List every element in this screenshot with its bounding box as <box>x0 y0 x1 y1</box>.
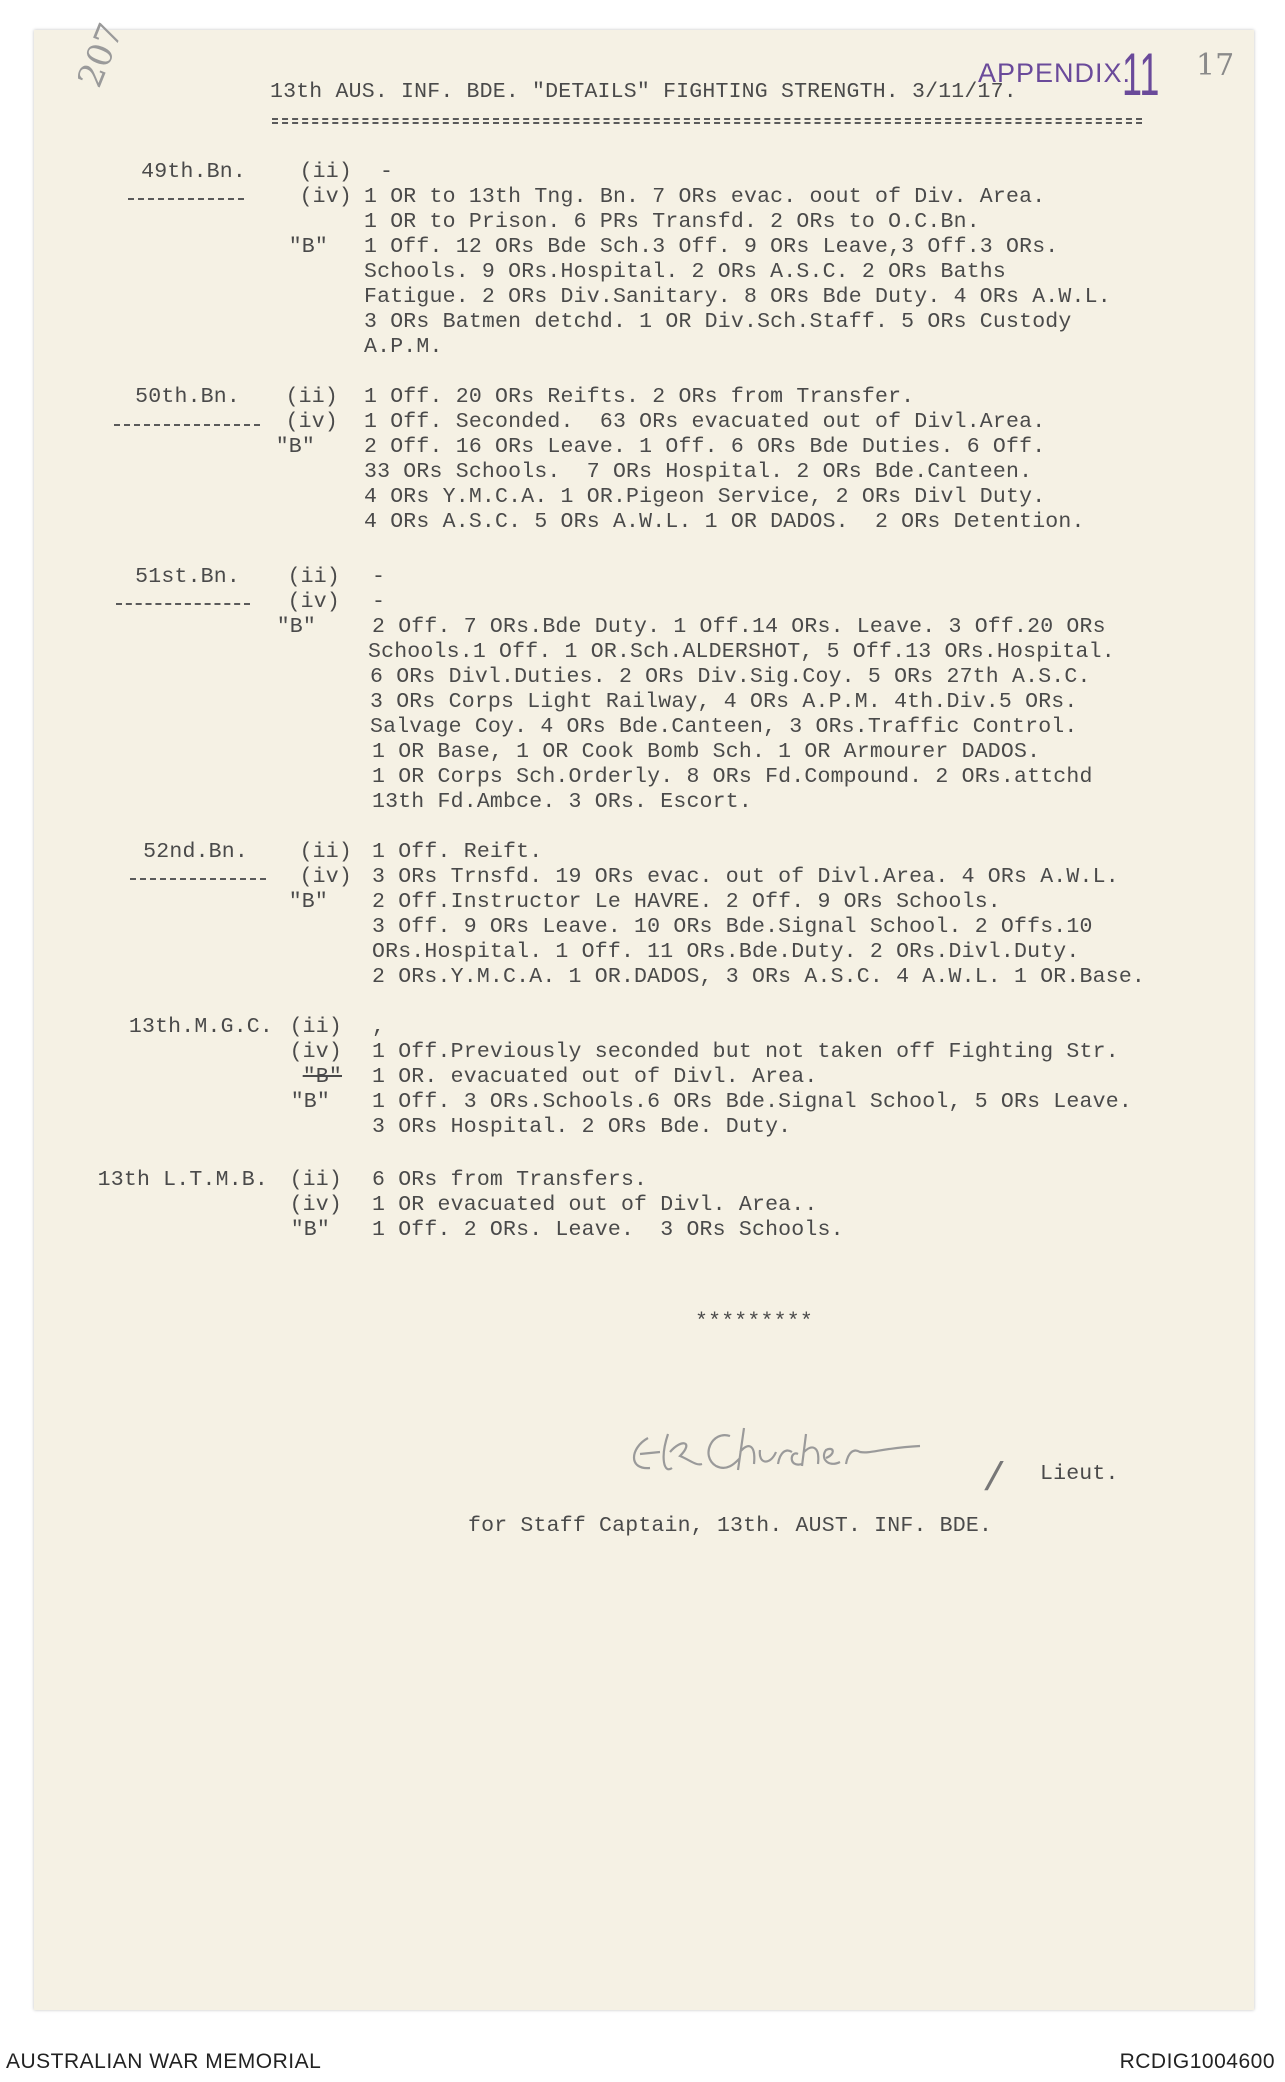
entry-line: 1 Off. Reift. <box>372 840 543 864</box>
entry-code: "B" <box>302 1065 342 1089</box>
entry-code: (ii) <box>285 385 338 409</box>
entry-code: "B" <box>275 435 315 459</box>
entry-code: (iv) <box>289 1040 342 1064</box>
entry-line: 3 Off. 9 ORs Leave. 10 ORs Bde.Signal School. 2 Offs.10 <box>372 915 1093 939</box>
entry-line: 1 OR Base, 1 OR Cook Bomb Sch. 1 OR Armourer DADOS. <box>372 740 1041 764</box>
unit-name: 50th.Bn. <box>135 385 240 409</box>
entry-line: 1 Off. Seconded. 63 ORs evacuated out of Divl.Area. <box>364 410 1046 434</box>
entry-code: "B" <box>288 235 328 259</box>
unit-name: 52nd.Bn. <box>143 840 248 864</box>
entry-code: (ii) <box>289 1015 342 1039</box>
entry-line: - <box>380 160 394 184</box>
entry-line: 1 OR. evacuated out of Divl. Area. <box>372 1065 818 1089</box>
entry-code: (ii) <box>299 160 352 184</box>
entry-line: Salvage Coy. 4 ORs Bde.Canteen, 3 ORs.Traffic Control. <box>370 715 1078 739</box>
entry-line: Schools.1 Off. 1 OR.Sch.ALDERSHOT, 5 Off.13 ORs.Hospital. <box>368 640 1115 664</box>
entry-line: 6 ORs from Transfers. <box>372 1168 648 1192</box>
entry-code: (iv) <box>285 410 338 434</box>
entry-line: 2 Off.Instructor Le HAVRE. 2 Off. 9 ORs Schools. <box>372 890 1001 914</box>
entry-line: 1 OR to 13th Tng. Bn. 7 ORs evac. oout of Div. Area. <box>364 185 1046 209</box>
unit-underline <box>128 198 244 200</box>
entry-line: 33 ORs Schools. 7 ORs Hospital. 2 ORs Bde.Canteen. <box>364 460 1033 484</box>
archive-reference: RCDIG1004600 <box>1119 2050 1275 2073</box>
entry-line: 3 ORs Corps Light Railway, 4 ORs A.P.M. 4th.Div.5 ORs. <box>370 690 1078 714</box>
entry-code: (iv) <box>289 1193 342 1217</box>
entry-line: 6 ORs Divl.Duties. 2 ORs Div.Sig.Coy. 5 ORs 27th A.S.C. <box>370 665 1091 689</box>
entry-code: (ii) <box>289 1168 342 1192</box>
unit-name: 49th.Bn. <box>141 160 246 184</box>
entry-line: ORs.Hospital. 1 Off. 11 ORs.Bde.Duty. 2 ORs.Divl.Duty. <box>372 940 1080 964</box>
svg-text:E K Churcher: E K Churcher <box>620 1486 628 1487</box>
entry-line: Fatigue. 2 ORs Div.Sanitary. 8 ORs Bde Duty. 4 ORs A.W.L. <box>364 285 1111 309</box>
entry-line: Schools. 9 ORs.Hospital. 2 ORs A.S.C. 2 ORs Baths <box>364 260 1007 284</box>
entry-line: 3 ORs Batmen detchd. 1 OR Div.Sch.Staff. 5 ORs Custody <box>364 310 1072 334</box>
entry-line: 3 ORs Trnsfd. 19 ORs evac. out of Divl.Area. 4 ORs A.W.L. <box>372 865 1119 889</box>
entry-code: "B" <box>290 1090 330 1114</box>
section-separator: ********* <box>695 1310 813 1334</box>
entry-code: (iv) <box>299 865 352 889</box>
unit-name: 51st.Bn. <box>135 565 240 589</box>
rank-label: Lieut. <box>1040 1462 1119 1486</box>
entry-code: "B" <box>276 615 316 639</box>
unit-underline <box>116 603 250 605</box>
entry-line: 2 Off. 16 ORs Leave. 1 Off. 6 ORs Bde Duties. 6 Off. <box>364 435 1046 459</box>
entry-line: 1 Off. 12 ORs Bde Sch.3 Off. 9 ORs Leave,3 Off.3 ORs. <box>364 235 1059 259</box>
entry-code: "B" <box>288 890 328 914</box>
entry-line: 2 Off. 7 ORs.Bde Duty. 1 Off.14 ORs. Leave. 3 Off.20 ORs <box>372 615 1106 639</box>
document-title: 13th AUS. INF. BDE. "DETAILS" FIGHTING STRENGTH. 3/11/17. <box>270 80 1017 104</box>
signature-slash: / <box>982 1458 1007 1503</box>
entry-code: "B" <box>290 1218 330 1242</box>
title-underline <box>272 118 1142 120</box>
entry-line: - <box>372 590 386 614</box>
entry-line: 3 ORs Hospital. 2 ORs Bde. Duty. <box>372 1115 792 1139</box>
entry-line: , <box>372 1015 386 1039</box>
entry-code: (iv) <box>299 185 352 209</box>
entry-line: 4 ORs Y.M.C.A. 1 OR.Pigeon Service, 2 ORs Divl Duty. <box>364 485 1046 509</box>
entry-line: 1 OR Corps Sch.Orderly. 8 ORs Fd.Compound. 2 ORs.attchd <box>372 765 1093 789</box>
entry-line: 13th Fd.Ambce. 3 ORs. Escort. <box>372 790 752 814</box>
entry-line: 1 Off. 3 ORs.Schools.6 ORs Bde.Signal School, 5 ORs Leave. <box>372 1090 1132 1114</box>
unit-name: 13th L.T.M.B. <box>97 1168 268 1192</box>
entry-code: (iv) <box>287 590 340 614</box>
archive-name: AUSTRALIAN WAR MEMORIAL <box>6 2050 322 2073</box>
unit-underline <box>130 878 266 880</box>
entry-line: A.P.M. <box>364 335 443 359</box>
entry-line: 1 Off. 2 ORs. Leave. 3 ORs Schools. <box>372 1218 844 1242</box>
entry-line: 4 ORs A.S.C. 5 ORs A.W.L. 1 OR DADOS. 2 ORs Detention. <box>364 510 1085 534</box>
folio-number: 207 <box>70 17 132 93</box>
entry-line: 1 OR to Prison. 6 PRs Transfd. 2 ORs to O.C.Bn. <box>364 210 980 234</box>
unit-name: 13th.M.G.C. <box>128 1015 273 1039</box>
entry-code: (ii) <box>287 565 340 589</box>
signatory-line: for Staff Captain, 13th. AUST. INF. BDE. <box>468 1514 993 1538</box>
entry-line: 1 Off. 20 ORs Reifts. 2 ORs from Transfer. <box>364 385 915 409</box>
entry-code: (ii) <box>299 840 352 864</box>
signature <box>620 1408 960 1488</box>
entry-line: 2 ORs.Y.M.C.A. 1 OR.DADOS, 3 ORs A.S.C. 4 A.W.L. 1 OR.Base. <box>372 965 1146 989</box>
appendix-number: 11 <box>1122 41 1160 108</box>
entry-line: 1 OR evacuated out of Divl. Area.. <box>372 1193 818 1217</box>
title-underline-second <box>272 122 1142 124</box>
entry-line: - <box>372 565 386 589</box>
appendix-stamp: APPENDIX. <box>978 58 1132 88</box>
unit-underline <box>114 424 260 426</box>
page-number: 17 <box>1196 48 1235 83</box>
entry-line: 1 Off.Previously seconded but not taken off Fighting Str. <box>372 1040 1119 1064</box>
